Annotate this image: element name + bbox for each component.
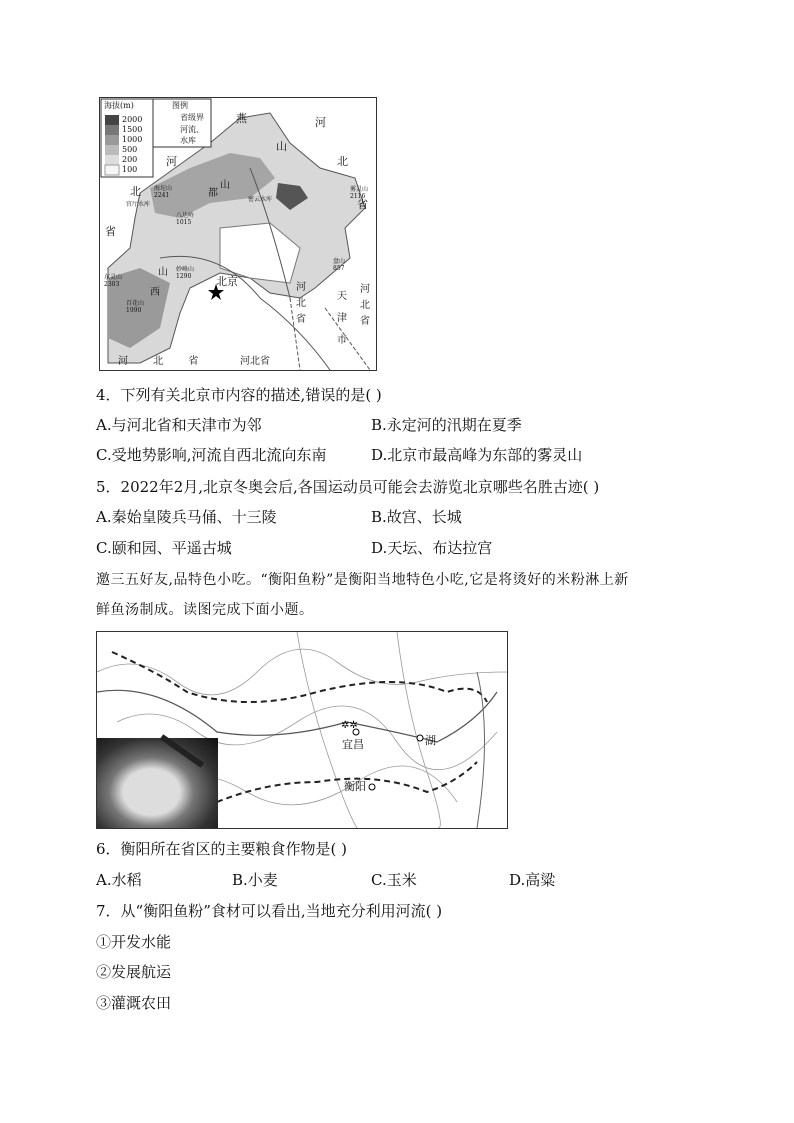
legend-river: 河流、水库 — [180, 125, 204, 145]
q5-option-c[interactable]: C.颐和园、平遥古城 — [96, 539, 232, 557]
label-hebei-w-he: 河 — [166, 155, 177, 168]
reservoir-miyun: 密云水库 — [248, 196, 273, 203]
q6-option-a[interactable]: A.水稻 — [96, 871, 142, 889]
label-shan3: 山 — [158, 267, 168, 278]
q4-option-d[interactable]: D.北京市最高峰为东部的雾灵山 — [371, 446, 583, 464]
label-yichang: 宜昌 — [342, 738, 364, 751]
wuhan-marker-icon — [417, 735, 423, 741]
label-hebei-far-e: 河北省 — [360, 284, 370, 327]
label-hebei-w-bei: 北 — [130, 185, 141, 198]
label-xi: 西 — [150, 287, 160, 298]
legend-elevation-title: 海拔(m) — [104, 101, 134, 110]
legend-value: 1000 — [122, 135, 143, 144]
label-jun: 都 — [208, 188, 218, 199]
q6-option-b[interactable]: B.小麦 — [232, 871, 278, 889]
legend-value: 100 — [122, 165, 138, 174]
peak-panshan: 盘山 857 — [333, 258, 346, 272]
passage-line-2: 鲜鱼汤制成。读图完成下面小题。 — [96, 602, 314, 618]
label-hebei-s: 河 北 省 — [118, 356, 199, 367]
q4-stem: 4．下列有关北京市内容的描述,错误的是( ) — [96, 386, 382, 404]
label-bei: 北 — [337, 155, 348, 168]
label-wuhan: 湖 — [425, 734, 436, 747]
label-sheng: 省 — [357, 198, 368, 211]
legend-value: 1500 — [122, 125, 143, 134]
label-hengyang: 衡阳 — [344, 780, 366, 793]
label-hebei-s2: 河北省 — [240, 356, 270, 367]
legend-title: 图例 — [172, 101, 188, 110]
q5-option-d[interactable]: D.天坛、布达拉宫 — [371, 539, 493, 557]
beijing-topographic-map — [99, 97, 377, 371]
q7-item-1: ①开发水能 — [96, 933, 172, 951]
legend-elevation-values — [122, 115, 142, 175]
peak-badaling: 八达岭 1015 — [176, 212, 195, 226]
legend-border: 省级界 — [180, 113, 204, 122]
chopsticks-shape — [160, 734, 204, 768]
label-hebei-e: 河北省 — [296, 282, 306, 325]
peak-haituo: 海坨山 2241 — [154, 185, 173, 199]
q7-item-3: ③灌溉农田 — [96, 994, 172, 1012]
peak-miaofeng: 妙峰山 1290 — [176, 266, 195, 280]
q6-option-d[interactable]: D.高粱 — [509, 871, 556, 889]
passage-line-1: 邀三五好友,品特色小吃。“衡阳鱼粉”是衡阳当地特色小吃,它是将烫好的米粉淋上新 — [96, 572, 629, 588]
q7-stem: 7．从“衡阳鱼粉”食材可以看出,当地充分利用河流( ) — [96, 902, 443, 920]
q5-option-b[interactable]: B.故宫、长城 — [371, 508, 462, 526]
q7-item-2: ②发展航运 — [96, 963, 172, 981]
label-hebei-w-sheng: 省 — [105, 225, 116, 238]
fish-noodle-photo — [97, 738, 218, 828]
q5-stem: 5．2022年2月,北京冬奥会后,各国运动员可能会去游览北京哪些名胜古迹( ) — [96, 478, 600, 496]
q4-option-c[interactable]: C.受地势影响,河流自西北流向东南 — [96, 446, 327, 464]
label-tianjin: 天津市 — [337, 291, 347, 346]
q5-option-a[interactable]: A.秦始皇陵兵马俑、十三陵 — [96, 508, 277, 526]
peak-dongling: 东灵山 2303 — [104, 274, 123, 288]
hengyang-marker-icon — [369, 784, 375, 790]
q6-option-c[interactable]: C.玉米 — [371, 871, 417, 889]
q4-option-a[interactable]: A.与河北省和天津市为邻 — [96, 416, 262, 434]
legend-value: 2000 — [122, 115, 143, 124]
yangtze-region-map — [96, 631, 508, 829]
label-shan: 山 — [276, 140, 287, 153]
q6-stem: 6．衡阳所在省区的主要粮食作物是( ) — [96, 840, 348, 858]
legend-value: 500 — [122, 145, 138, 154]
label-beijing: 北京 — [216, 275, 238, 288]
peak-baihua: 百花山 1990 — [126, 300, 145, 314]
label-yan: 燕 — [236, 112, 247, 125]
legend-value: 200 — [122, 155, 138, 164]
reservoir-guanting: 官厅水库 — [126, 201, 151, 208]
dam-star-icon: ✲✲ — [341, 720, 358, 731]
label-shan2: 山 — [220, 180, 230, 191]
label-he: 河 — [315, 116, 326, 129]
peak-wuling: 雾灵山 2116 — [350, 186, 369, 200]
q4-option-b[interactable]: B.永定河的汛期在夏季 — [371, 416, 522, 434]
